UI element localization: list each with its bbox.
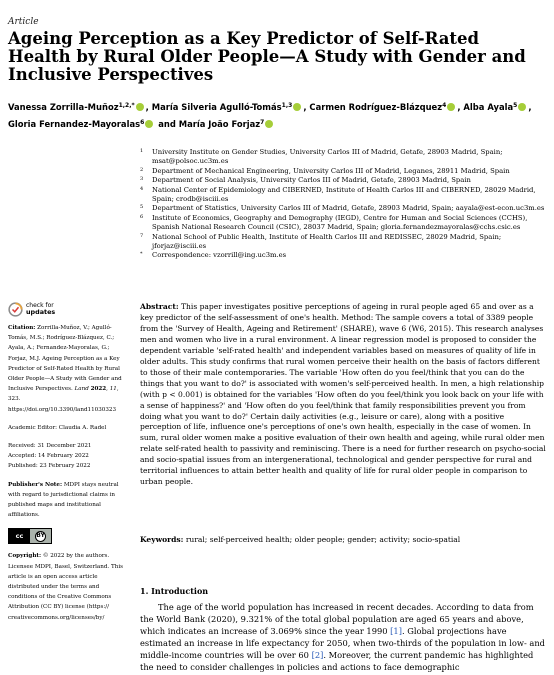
affiliation-item: [140, 233, 545, 252]
citation-block: Citation: Zorrilla-Muñoz, V.; Agulló-Tomás, M.S.; Rodríguez-Blázquez, C.; Ayala, A.; Fernandez-Mayoralas, G.; Forjaz, M.J. Ageing Perception as a Key Predictor of Self-Rated Health by Rural Older People—A Study with Gender and Inclusive Perspectives. Land 2022, 11, 323. https://doi.org/10.3390/land11030323: [8, 325, 122, 413]
affiliation-number: 6: [140, 213, 144, 220]
affiliation-number: 3: [140, 176, 144, 183]
author-name: María João Forjaz: [178, 119, 261, 129]
citation-volume: 11: [109, 386, 117, 393]
reference-link[interactable]: [1]: [390, 626, 402, 636]
published-date: Published: 23 February 2022: [8, 463, 91, 470]
affiliation-item: [140, 204, 545, 213]
citation-journal: Land: [74, 386, 89, 393]
keywords-label: Keywords:: [140, 535, 184, 544]
citation-label: Citation:: [8, 325, 36, 331]
affiliation-text: Correspondence: vzorrill@ing.uc3m.es: [152, 251, 287, 260]
citation-doi-link[interactable]: 323. https://doi.org/10.3390/land11030323: [8, 396, 117, 413]
correspondence-item: [140, 251, 545, 260]
author-affil-sup: 6: [140, 119, 145, 126]
author-affil-sup: 1,3: [281, 102, 293, 109]
cc-icon: cc: [9, 529, 30, 543]
intro-text-c: . Moreover, the current pandemic has highlighted the need to consider challenges in policies and actions to face demographic: [140, 650, 534, 672]
check-updates-icon: [8, 302, 23, 317]
orcid-icon[interactable]: [518, 103, 526, 111]
keywords: [140, 535, 547, 546]
affiliation-number: 4: [140, 185, 144, 192]
dates-block: [8, 441, 130, 472]
orcid-icon[interactable]: [293, 103, 301, 111]
author-name: María Silveria Agulló-Tomás: [151, 102, 282, 112]
citation-text: Zorrilla-Muñoz, V.; Agulló-Tomás, M.S.; Rodríguez-Blázquez, C.; Ayala, A.; Fernandez-Mayoralas, G.; Forjaz, M.J. Ageing Perception as a Key Predictor of Self-Rated Health by Rural Older People—A Study with Gender and Inclusive Perspectives.: [8, 325, 122, 393]
check-line-2: updates: [26, 308, 56, 316]
author-name: Carmen Rodríguez-Blázquez: [309, 102, 443, 112]
author-affil-sup: 1,2,*: [118, 102, 135, 109]
intro-text-a: The age of the world population has increased in recent decades. According to data from the World Bank (2020), 9.321% of the total global population are aged 65 years and above, which indicates an increase of 3.069% since the year 1990: [140, 602, 534, 636]
affiliation-number: 7: [140, 232, 144, 239]
abstract-label: Abstract:: [140, 302, 179, 311]
citation-year: 2022: [90, 386, 107, 393]
affiliation-item: [140, 186, 545, 205]
paper-title: Ageing Perception as a Key Predictor of Self-Rated Health by Rural Older People—A Study with Gender and Inclusive Perspectives: [8, 29, 526, 84]
publisher-note-block: [8, 480, 130, 521]
accepted-date: Accepted: 14 February 2022: [8, 453, 89, 460]
academic-editor: Academic Editor: Claudia A. Radel: [8, 424, 107, 431]
affiliation-item: [140, 176, 545, 185]
editor-block: [8, 423, 130, 433]
copyright-label: Copyright:: [8, 553, 42, 560]
affiliation-number: 2: [140, 166, 144, 173]
section-heading: 1. Introduction: [140, 586, 209, 596]
publisher-note-text: MDPI stays neutral with regard to jurisdictional claims in published maps and institutional affiliations.: [8, 481, 119, 519]
orcid-icon[interactable]: [145, 120, 153, 128]
author-list: Vanessa Zorrilla-Muñoz$^{1,2,*}$ , María Silveria Agulló-Tomás$^{1,3}$ , Carmen Rodríguez-Blázquez$^4$ , Alba Ayala$^5$ , Gloria Fernandez-Mayoralas$^6$ and María João Forjaz$^7$: [8, 102, 532, 129]
affiliation-text: Department of Statistics, University Carlos III of Madrid, Getafe, 28903 Madrid, Spain; aayala@est-econ.uc3m.es: [152, 204, 545, 213]
affiliation-text: National Center of Epidemiology and CIBERNED, Institute of Health Carlos III and CIBERNED, 28029 Madrid, Spain; crodb@isciii.es: [152, 185, 536, 204]
author-name: Vanessa Zorrilla-Muñoz: [8, 102, 119, 112]
orcid-icon[interactable]: [265, 120, 273, 128]
author-affil-sup: 5: [513, 102, 518, 109]
keywords-text: rural; self-perceived health; older people; gender; activity; socio-spatial: [185, 535, 461, 544]
cc-by-license-badge[interactable]: [8, 528, 52, 544]
affiliation-item: [140, 167, 545, 176]
orcid-icon[interactable]: [136, 103, 144, 111]
by-icon-wrap: [30, 529, 51, 543]
reference-link[interactable]: [2]: [311, 650, 324, 660]
check-for-updates-button[interactable]: [8, 302, 130, 317]
intro-text-b: . Global projections have estimated an increase in life expectancy for 2050, when two-thirds of the population in low- and middle-income countries will be over 60: [140, 626, 545, 660]
affiliation-text: Department of Mechanical Engineering, University Carlos III of Madrid, Leganes, 28911 Madrid, Spain: [152, 166, 510, 175]
affiliation-text: Institute of Economics, Geography and Demography (IEGD), Centre for Human and Social Sciences (CCHS), Spanish National Research Council (CSIC), 28037 Madrid, Spain; gloria.fernandezmayoralas@cchs.csic.es: [152, 213, 528, 232]
affiliation-text: National School of Public Health, Institute of Health Carlos III and REDISSEC, 28029 Madrid, Spain; jforjaz@isciii.es: [152, 232, 502, 251]
check-updates-text: [26, 303, 55, 317]
orcid-icon[interactable]: [447, 103, 455, 111]
affiliation-list: [140, 148, 545, 261]
affiliation-number: *: [140, 251, 143, 258]
sidebar: [8, 302, 130, 631]
intro-paragraph: [140, 601, 547, 673]
author-affil-sup: 7: [260, 119, 265, 126]
author-name: Gloria Fernandez-Mayoralas: [8, 119, 141, 129]
check-line-1: check for: [26, 301, 54, 309]
abstract-text: This paper investigates positive perceptions of ageing in rural people aged 65 and over as a key predictor of the self-assessment of one's health. Method: The sample covers a total of 3389 people from the 'Survey of Health, Ageing and Retirement' (SHARE), wave 6 (W6, 2015). This research analyses men and women who live in a rural environment. A linear regression model is proposed to consider the dependent variable 'self-rated health' and independent variables based on measures of quality of life in older adults. This study confirms that rural women perceive their health on the basis of factors different to those of their male contemporaries. The variable 'How often do you feel/think that you can do the things that you want to do?' is associated with women's self-perceived health. In men, a high relationship (with p < 0.001) is obtained for the variables 'How often do you feel/think you look back on your life with a sense of happiness?' and 'How often do you feel/think that family responsibilities prevent you from doing what you want to do?' Certain daily activities (e.g., leisure or care), along with a positive perception of life, influence one's perceptions of one's own health, especially in the case of women. In sum, rural older women make a positive evaluation of their own health and ageing, while rural older men relate self-rated health to passivity and reminiscing. There is a need for further research on psycho-social and socio-spatial issues from an intergenerational, technological and gender perspective for rural and territorial influences to attain better health and quality of life for rural older people in comparison to urban people.: [140, 302, 546, 487]
copyright-text: © 2022 by the authors. Licensee MDPI, Basel, Switzerland. This article is an open access article distributed under the terms and conditions of the Creative Commons Attribution (CC BY) license (https:// creativecommons.org/licenses/by/: [8, 553, 123, 621]
affiliation-item: [140, 148, 545, 167]
author-name: Alba Ayala: [463, 102, 514, 112]
publisher-note-label: Publisher's Note:: [8, 481, 63, 488]
received-date: Received: 31 December 2021: [8, 443, 92, 450]
affiliation-item: [140, 214, 545, 233]
article-type: Article: [8, 17, 39, 27]
copyright-block: [8, 551, 130, 622]
affiliation-number: 5: [140, 204, 144, 211]
affiliation-text: University Institute on Gender Studies, University Carlos III of Madrid, Getafe, 28903 Madrid, Spain; msat@polsoc.uc3m.es: [152, 148, 503, 166]
abstract: [140, 302, 547, 488]
affiliation-number: 1: [140, 148, 144, 154]
affiliation-text: Department of Social Analysis, University Carlos III of Madrid, Getafe, 28903 Madrid, Spain: [152, 176, 471, 185]
by-icon: BY: [35, 531, 46, 542]
author-joiner: and: [158, 119, 176, 129]
author-affil-sup: 4: [442, 102, 447, 109]
